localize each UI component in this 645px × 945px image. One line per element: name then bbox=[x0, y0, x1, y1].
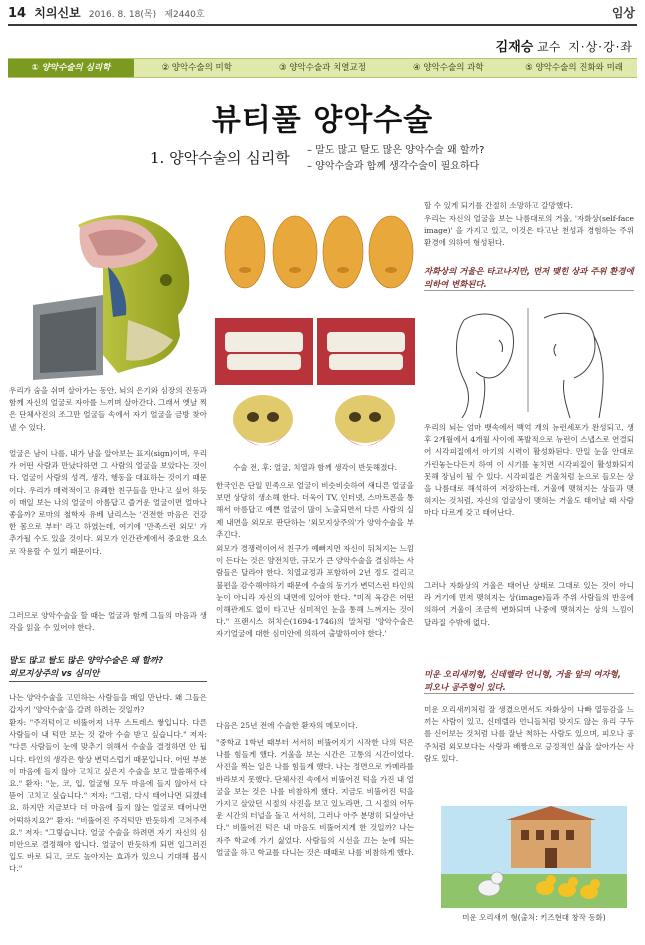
issue-number: 제2440호 bbox=[164, 10, 205, 20]
subnote: – 말도 많고 탈도 많은 양악수술 왜 할까? bbox=[307, 145, 485, 156]
highlight-heading-types-line: 피오나 공주형이 있다. bbox=[424, 681, 506, 692]
face-3d-scans-photo bbox=[215, 210, 415, 307]
tab-aesthetics[interactable]: ② 양악수술의 미학 bbox=[161, 63, 232, 73]
col2-para1: 한국인은 단일 민족으로 얼굴이 비슷비슷하여 섀디른 얼굴을 보면 상당히 생소해 한다. 더욱이 TV, 인터넷, 스마트폰을 통해서 아름답고 예쁜 얼굴이 많이 노출되면서 다른 사람의 실제 내면을 외모로 판단하는 '외모지상주의'가 양악수술을 부추긴다. bbox=[216, 481, 414, 539]
section-label: 임상 bbox=[611, 6, 635, 20]
question-heading-line: 외모지상주의 vs 심미안 bbox=[9, 669, 100, 679]
duckling-caption: 미운 오리새끼 형(출처: 키즈현대 창작 동화) bbox=[462, 913, 606, 922]
page-number: 14 bbox=[8, 6, 27, 21]
author-name: 김재승 bbox=[495, 40, 534, 55]
issue-date: 2016. 8. 18(목) bbox=[88, 10, 157, 20]
ugly-duckling-illustration bbox=[441, 806, 627, 908]
col2-para3: 다음은 25년 전에 수술한 환자의 메모이다. bbox=[216, 721, 358, 730]
paper-name: 치의신보 bbox=[34, 6, 81, 20]
col3-para5: 미운 오리새끼처럼 잘 생겼으면서도 자화상이 나빠 열등감을 느끼는 사람이 있고, 신데렐라 언니들처럼 맞지도 않는 유리 구두를 신어보는 것처럼 나를 잘난 척하는 사람도 있으며, 피오나 공주처럼 외모보다는 사랑과 배짱으로 긍정적인 삶을 살아가는 사람도 있다. bbox=[424, 705, 634, 763]
series-tabs bbox=[8, 58, 637, 78]
dental-arch-photo bbox=[215, 318, 415, 385]
skull-face-illustration bbox=[8, 205, 208, 380]
header-rule bbox=[8, 24, 637, 26]
col2-para2: 외모가 경쟁력이어서 친구가 예뻐지면 자신이 뒤처지는 느낌이 든다는 것은 얌전치만, 규모가 큰 양악수술을 결심하는 사람들은 달라야 한다. 치열교정과 포함하여 2년 정도 걸리고 불편을 감수해야하기 때문에 수술의 동기가 변덕스런 타인의 눈이 아니라 자신의 내면에 있어야 한다. "미적 육감은 어떤 이해관계도 없이 타고난 심미적인 눈을 통해 느껴지는 것이다." 프랜시스 허치슨(1694-1746)의 말처럼 '양악수술은 자기얼굴에 대한 심미안에 의하여 출발하여야 한다.' bbox=[216, 544, 414, 639]
col1-para4: 나는 양악수술을 고민하는 사람들을 매일 만난다. 왜 그들은 갑자기 '양악수술'을 갈려 하려는 것일까? bbox=[9, 693, 207, 715]
col3-para4: 그러나 자화상의 거울은 태어난 상태로 그대로 있는 것이 아니라 거기에 먼저 맺혀지는 상(image)들과 주위 사람들의 반응에 의하여 거울이 조금씩 변화되며 나중에 맺혀지는 상의 느낌이 달라질 수밖에 없다. bbox=[424, 581, 634, 627]
col1-para3: 그러므로 양악수술을 할 때는 얼굴과 함께 그들의 마음과 생각을 읽을 수 있어야 한다. bbox=[9, 611, 207, 633]
col3-para3: 우리의 뇌는 엄마 뱃속에서 백억 개의 뉴런세포가 완성되고, 생후 2개월에서 4개월 사이에 폭발적으로 뉴런이 스냅스로 연결되어 시각피질에서 아기의 시력이 활성화된다. 만일 눈을 안대로 가린놓는다든지 하여 이 시기를 놓치면 시각피질이 활성화되지 못해 장님이 될 수 있다. 시각피질은 거울처럼 눈으로 들오는 상을 나름대로 해석하여 저장하는데, 거울에 맺혀지는 상들과 맺혀지는 것처럼, 자신의 얼굴상이 맺혀는 거울도 태어날 때 사람마다 다르게 갖고 태어난다. bbox=[424, 423, 634, 518]
author-title: 교수 bbox=[537, 40, 561, 54]
photo-caption: 수술 전, 후: 얼굴, 치열과 함께 생각이 반듯해졌다. bbox=[232, 463, 398, 472]
tab-psychology[interactable]: ① 양악수술의 심리학 bbox=[8, 59, 134, 77]
series-name: 지·상·강·좌 bbox=[568, 40, 633, 54]
highlight-heading-types: 미운 오리새끼형, 신데렐라 언니형, 거울 앞의 여자형, 피오나 공주형이 있다. bbox=[424, 668, 634, 694]
tab-future[interactable]: ⑤ 양악수술의 진화와 미래 bbox=[525, 63, 623, 73]
col1-para2: 얼굴은 남이 나를, 내가 남을 알아보는 표지(sign)이며, 우리가 어떤 사람과 만났다하면 그 사람의 얼굴을 보았다는 것이다. 얼굴이 사람의 성격, 생각, 행동을 대표하는 것이기 때문이다. 우리가 매력적이고 유쾌한 친구들을 만나고 싶어 하듯이 매일 보는 나의 얼굴이 아름답고 즐거운 얼굴이면 얼마나 좋을까? 로마의 철학자 유베 날리스는 '건전한 마음은 건강한 몸으로 부터' 라고 하였는데, 여기에 '만족스런 외모' 가 추가될 수도 있을 것이다. 외모가 인간관계에서 중요한 요소로 작용할 수 있기 때문이다. bbox=[9, 449, 207, 556]
col2-para4: "중학교 1학년 때부터 서서히 비뚤어지기 시작한 나의 턱은 나를 힘들게 했다. 거울을 보는 시간은 고통의 시간이었다. 사진을 찍는 일은 나를 힘들게 했다. 나는 정면으로 카메라를 바라보지 못했다. 단체사진 속에서 비뚤어진 턱을 가진 내 얼굴을 보는 것은 나를 비참하게 했다. 지금도 비뚤어진 턱을 가지고 살았던 시절의 사진을 보고 있노라면, 그 시절의 어두운 시간의 터널을 돌고 서서히, 그러나 아주 분명히 되살아난다." 비뚤어진 턱은 내 마음도 비뚤어지게 한 것일까? 나는 자주 학교에 가기 싫었다. 사람들의 시선을 끄는 눈에 띄는 얼굴을 하고 학교를 다니는 것은 때때로 나를 비참하게 했다. bbox=[216, 738, 414, 857]
tab-science[interactable]: ④ 양악수술의 과학 bbox=[413, 63, 484, 73]
col1-para1: 우리가 숨을 쉬며 살아가는 동안, 뇌의 은기와 심장의 진동과 함께 자신의 얼굴로 자아를 느끼며 살아간다. 그래서 옛날 찍은 단체사진의 조그만 얼굴들 속에서 자기 얼굴을 금방 찾아 낼 수 있다. bbox=[9, 386, 207, 432]
question-heading bbox=[9, 655, 207, 682]
highlight-heading-mirror: 자화상의 거울은 타고나지만, 먼저 맺힌 상과 주위 환경에 의하여 변화된다. bbox=[424, 265, 634, 291]
masthead bbox=[8, 4, 205, 21]
headline: 뷰티풀 양악수술 bbox=[211, 103, 434, 138]
mirror-sketch-illustration bbox=[424, 300, 634, 418]
question-heading-line: 말도 많고 탈도 많은 양악수술은 왜 할까? bbox=[9, 656, 164, 666]
col1-dialog: 환자: "주걱턱이고 비뚤어져 너무 스트레스 쌓입니다. 다른 사람들이 내 턱만 보는 것 같아 수술 받고 싶습니다." 저자: "다른 사람들이 눈에 맞추기 위해서 수술을 결정하면 안 됩니다. 타인의 생각은 항상 변덕스럽기 때문입니다. 어떤 부분이 마음에 들지 않아 고치고 싶은지 수술을 보고 말씀해주세요." 환자: "눈, 코, 입, 얼굴형 모두 마음에 들지 않아서 다 뜯어 고치고 싶습니다." 저자: "그럼, 다시 태어나면 되겠네요. 하지만 지금보다 더 마음에 들지 않는 얼굴로 태어나면 어떡하지요?" 환자: "비뚤어진 주걱턱만 반듯하게 고쳐주세요." 저자: "그렇습니다. 얼굴 수술을 하려면 자기 자신의 심미안으로 결정해야 합니다. 얼굴이 반듯하게 되면 일그러진 입도 바로 되고, 코도 높아지는 효과가 있으니 기대해 봅시다." bbox=[9, 718, 207, 874]
col3-para1: 할 수 있게 되기를 간절히 소망하고 갈망했다. bbox=[424, 201, 573, 210]
subhead-notes bbox=[307, 143, 484, 175]
tab-orthodontics[interactable]: ③ 양악수술과 치열교정 bbox=[279, 63, 366, 73]
author-byline bbox=[496, 36, 633, 55]
skull-3d-photo bbox=[215, 393, 415, 455]
col3-para2: 우리는 자신의 얼굴을 보는 나름대로의 거울, '자화상(self-face image)' 을 가지고 있고, 이것은 타고난 천성과 경험하는 주위 환경에 의하여 형성된다. bbox=[424, 214, 634, 248]
subnote: – 양악수술과 함께 생각수술이 필요하다 bbox=[307, 161, 480, 172]
subhead: 1. 양악수술의 심리학 bbox=[150, 149, 290, 167]
